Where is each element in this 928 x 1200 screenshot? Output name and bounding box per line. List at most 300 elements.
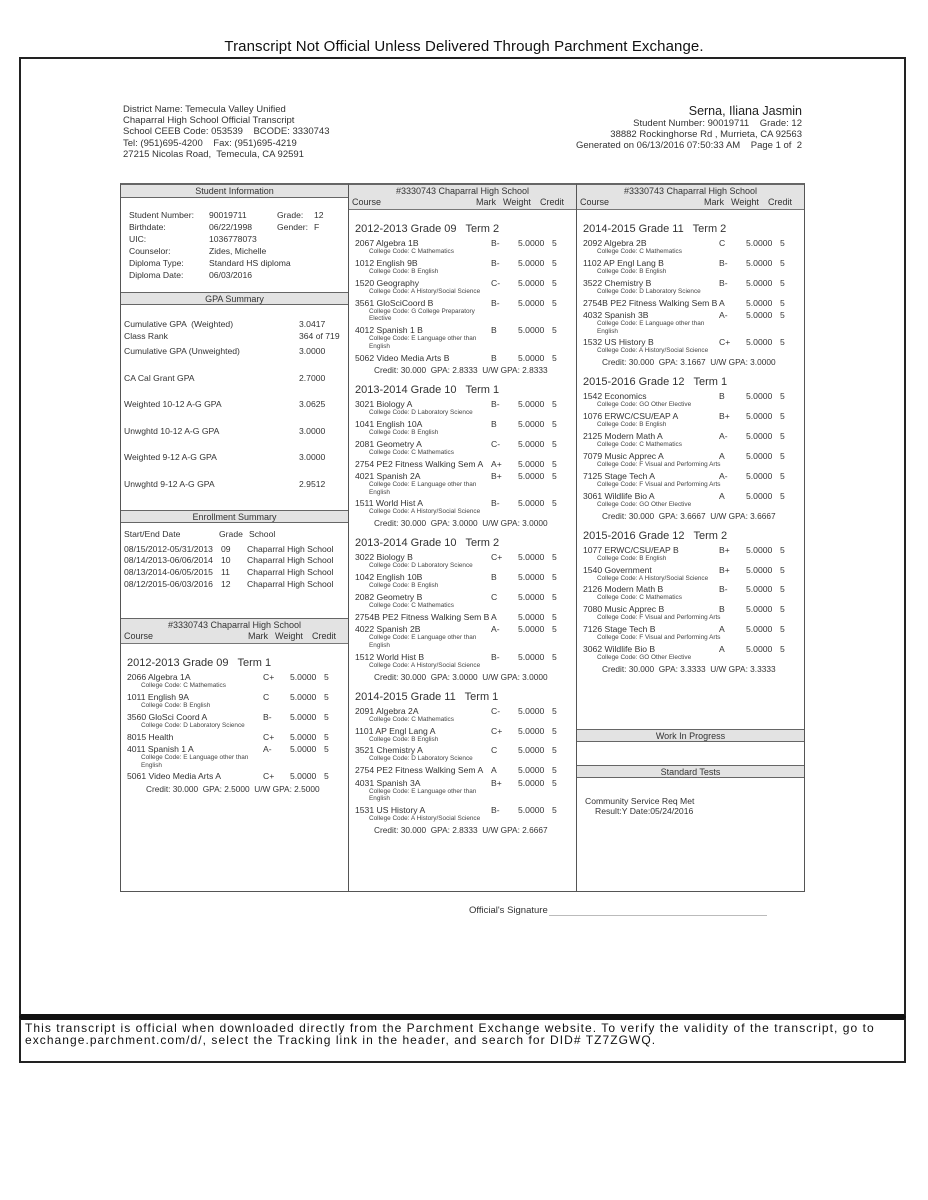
course-name: 4032 Spanish 3B — [583, 309, 649, 320]
enrollment-row — [124, 579, 348, 591]
course-mark: C+ — [719, 337, 731, 348]
course-line — [355, 238, 576, 248]
course-name: 1540 Government — [583, 564, 652, 575]
term-summary: Credit: 30.000 GPA: 3.1667 U/W GPA: 3.0000 — [602, 357, 776, 368]
course-line — [583, 604, 804, 614]
course-credit: 5 — [552, 238, 557, 248]
gpa-row — [124, 319, 348, 331]
course-weight: 5.0000 — [518, 325, 545, 336]
course-line — [355, 572, 576, 582]
term-summary: Credit: 30.000 GPA: 2.8333 U/W GPA: 2.6667 — [374, 824, 548, 835]
college-code: College Code: B English — [369, 582, 439, 590]
district-name: District Name: Temecula Valley Unified — [123, 104, 286, 115]
course-name: 3521 Chemistry A — [355, 745, 423, 756]
course-columns — [349, 197, 576, 209]
standard-tests-header: Standard Tests — [577, 765, 804, 778]
course-row — [583, 471, 804, 489]
college-code: College Code: G College Preparatory Elective — [369, 307, 475, 323]
course-mark: A — [719, 490, 725, 501]
info-key2: Gender: — [277, 222, 309, 232]
course-row — [355, 298, 576, 323]
course-mark: B — [491, 352, 497, 363]
college-code: College Code: F Visual and Performing Arts — [597, 461, 721, 469]
course-credit: 5 — [780, 238, 785, 248]
course-credit: 5 — [324, 743, 329, 754]
term-title: 2014-2015 Grade 11 Term 1 — [355, 690, 499, 703]
course-weight: 5.0000 — [518, 352, 545, 363]
college-code: College Code: E Language other than English — [369, 480, 477, 496]
gpa-row — [124, 426, 348, 438]
col-course: Course — [352, 197, 382, 207]
course-table-header — [349, 185, 576, 210]
info-value: 90019711 — [209, 210, 247, 220]
term-title: 2014-2015 Grade 11 Term 2 — [583, 223, 727, 235]
info-key: UIC: — [129, 234, 147, 244]
student-address: 38882 Rockinghorse Rd , Murrieta, CA 92563 — [610, 129, 802, 141]
course-mark: C- — [491, 277, 501, 288]
term-title: 2012-2013 Grade 09 Term 2 — [355, 223, 500, 235]
course-row — [355, 706, 576, 724]
course-credit: 5 — [780, 544, 785, 555]
enrollment-school: Chaparral High School — [247, 567, 334, 578]
enrollment-summary-header: Enrollment Summary — [121, 510, 348, 523]
course-weight: 5.0000 — [518, 592, 545, 603]
course-line — [127, 771, 348, 781]
college-code: College Code: A History/Social Science — [369, 287, 481, 295]
enrollment-row — [124, 567, 348, 579]
column-left — [120, 183, 349, 892]
course-credit: 5 — [552, 398, 557, 409]
course-mark: B+ — [491, 470, 502, 481]
course-mark: C — [491, 592, 498, 603]
term-block — [349, 537, 576, 681]
course-row — [127, 744, 348, 769]
school-phone: Tel: (951)695-4200 Fax: (951)695-4219 — [123, 137, 297, 149]
course-weight: 5.0000 — [518, 765, 545, 776]
course-school-name: #3330743 Chaparral High School — [167, 620, 302, 630]
course-line — [583, 545, 804, 555]
gpa-label: Class Rank — [124, 330, 168, 341]
course-name: 4011 Spanish 1 A — [127, 743, 194, 754]
course-name: 1511 World Hist A — [355, 498, 423, 509]
course-weight: 5.0000 — [746, 257, 773, 268]
course-line — [355, 624, 576, 634]
course-row — [583, 491, 804, 509]
course-line — [583, 491, 804, 501]
course-line — [583, 584, 804, 594]
course-row — [583, 278, 804, 296]
course-line — [355, 399, 576, 409]
enrollment-date: 08/13/2014-06/05/2015 — [124, 567, 213, 578]
course-row — [355, 459, 576, 469]
course-weight: 5.0000 — [518, 705, 545, 716]
enrollment-grade: 10 — [221, 555, 231, 566]
college-code: College Code: GO Other Elective — [597, 401, 692, 409]
course-credit: 5 — [324, 771, 329, 782]
info-row — [129, 221, 348, 233]
signature-area — [469, 905, 767, 916]
enrollment-grade: 09 — [221, 543, 231, 554]
info-row — [129, 269, 348, 281]
enrollment-col-date: Start/End Date — [124, 529, 181, 539]
test-result: Result:Y Date:05/24/2016 — [595, 806, 694, 816]
course-row — [127, 771, 348, 781]
course-row — [355, 612, 576, 622]
course-mark: B- — [491, 398, 500, 409]
enrollment-school: Chaparral High School — [247, 578, 334, 589]
course-credit: 5 — [324, 672, 329, 682]
info-key: Diploma Date: — [129, 270, 184, 280]
course-name: 2066 Algebra 1A — [127, 672, 191, 682]
course-line — [583, 238, 804, 248]
college-code: College Code: A History/Social Science — [369, 661, 481, 669]
term-title: 2012-2013 Grade 09 Term 1 — [127, 657, 272, 669]
course-name: 1532 US History B — [583, 337, 654, 348]
course-weight: 5.0000 — [746, 490, 773, 501]
course-weight: 5.0000 — [518, 611, 545, 622]
course-name: 1077 ERWC/CSU/EAP B — [583, 544, 679, 555]
course-weight: 5.0000 — [746, 544, 773, 555]
course-weight: 5.0000 — [746, 604, 773, 615]
course-mark: C- — [491, 438, 501, 449]
course-line — [583, 337, 804, 347]
course-weight: 5.0000 — [746, 238, 773, 248]
course-mark: C+ — [491, 725, 503, 736]
course-credit: 5 — [780, 451, 785, 462]
course-name: 2081 Geometry A — [355, 438, 422, 449]
course-mark: A- — [719, 470, 728, 481]
course-credit: 5 — [780, 391, 785, 402]
course-name: 5061 Video Media Arts A — [127, 771, 221, 782]
signature-label: Official's Signature — [469, 905, 548, 916]
course-weight: 5.0000 — [518, 277, 545, 288]
course-name: 2082 Geometry B — [355, 592, 423, 603]
course-row — [583, 451, 804, 469]
course-name: 4031 Spanish 3A — [355, 777, 421, 788]
enrollment-header-row — [124, 529, 348, 541]
col-course: Course — [580, 197, 610, 207]
course-line — [355, 706, 576, 716]
course-credit: 5 — [552, 805, 557, 816]
col-weight: Weight — [503, 197, 531, 207]
signature-line — [549, 906, 767, 916]
course-line — [583, 565, 804, 575]
college-code: College Code: B English — [369, 267, 439, 275]
course-table-header — [121, 618, 348, 644]
gpa-summary-header: GPA Summary — [121, 292, 348, 305]
course-line — [355, 726, 576, 736]
course-row — [583, 258, 804, 276]
gpa-row — [124, 373, 348, 385]
info-row — [129, 257, 348, 269]
course-line — [583, 644, 804, 654]
course-name: 4022 Spanish 2B — [355, 624, 421, 635]
course-mark: A- — [491, 624, 500, 635]
course-line — [127, 732, 348, 742]
course-credit: 5 — [324, 731, 329, 742]
info-value: Standard HS diploma — [209, 258, 291, 268]
course-mark: B- — [491, 257, 500, 268]
gpa-summary — [121, 305, 348, 510]
college-code: College Code: C Mathematics — [597, 594, 682, 602]
terms-col2 — [349, 223, 576, 835]
course-weight: 5.0000 — [518, 398, 545, 409]
course-mark: B — [491, 572, 497, 583]
enrollment-row — [124, 544, 348, 556]
course-weight: 5.0000 — [290, 743, 317, 754]
course-name: 3022 Biology B — [355, 552, 413, 563]
course-mark: A- — [263, 743, 272, 754]
term-title: 2015-2016 Grade 12 Term 2 — [583, 529, 728, 542]
enrollment-date: 08/12/2015-06/03/2016 — [124, 578, 213, 589]
info-row — [129, 245, 348, 257]
term-block — [349, 223, 576, 375]
course-credit: 5 — [780, 297, 785, 308]
course-name: 1041 English 10A — [355, 418, 423, 429]
course-name: 1531 US History A — [355, 805, 426, 816]
course-line — [355, 765, 576, 775]
gpa-label: Weighted 10-12 A-G GPA — [124, 399, 222, 409]
gpa-value: 3.0000 — [299, 452, 326, 462]
enrollment-summary — [121, 523, 348, 618]
course-name: 7125 Stage Tech A — [583, 470, 655, 481]
course-name: 3561 GloSciCoord B — [355, 297, 434, 308]
course-name: 7079 Music Apprec A — [583, 451, 664, 462]
course-row — [355, 745, 576, 763]
course-line — [583, 278, 804, 288]
course-name: 4012 Spanish 1 B — [355, 325, 423, 336]
course-row — [127, 672, 348, 690]
course-weight: 5.0000 — [518, 297, 545, 308]
column-right — [576, 183, 805, 892]
gpa-value: 364 of 719 — [299, 330, 340, 341]
work-in-progress-header: Work In Progress — [577, 729, 804, 742]
course-credit: 5 — [552, 352, 557, 363]
course-weight: 5.0000 — [746, 277, 773, 288]
course-mark: B- — [491, 238, 500, 248]
course-mark: A — [491, 765, 497, 776]
course-weight: 5.0000 — [290, 672, 317, 682]
term-summary: Credit: 30.000 GPA: 3.0000 U/W GPA: 3.0000 — [374, 518, 548, 529]
course-weight: 5.0000 — [518, 238, 545, 248]
course-school-name: #3330743 Chaparral High School — [623, 186, 758, 196]
course-weight: 5.0000 — [518, 777, 545, 788]
college-code: College Code: A History/Social Science — [369, 815, 481, 823]
course-credit: 5 — [780, 337, 785, 348]
college-code: College Code: C Mathematics — [369, 602, 454, 610]
lower-sections — [577, 729, 804, 816]
course-table-header — [577, 185, 804, 210]
college-code: College Code: A History/Social Science — [597, 574, 709, 582]
unofficial-notice: Transcript Not Official Unless Delivered Through Parchment Exchange. — [224, 38, 704, 55]
course-row — [355, 652, 576, 670]
course-credit: 5 — [780, 470, 785, 481]
course-weight: 5.0000 — [290, 771, 317, 782]
course-mark: B — [719, 391, 725, 402]
course-row — [355, 592, 576, 610]
course-row — [127, 732, 348, 742]
course-row — [355, 778, 576, 803]
course-weight: 5.0000 — [746, 584, 773, 595]
course-line — [127, 712, 348, 722]
course-name: 3061 Wildlife Bio A — [583, 490, 655, 501]
course-mark: A — [719, 451, 725, 462]
course-row — [583, 604, 804, 622]
term-block — [577, 530, 804, 674]
course-name: 1012 English 9B — [355, 257, 418, 268]
enrollment-school: Chaparral High School — [247, 543, 334, 554]
course-mark: A — [719, 624, 725, 635]
gpa-label: Weighted 9-12 A-G GPA — [124, 452, 217, 462]
course-credit: 5 — [552, 705, 557, 716]
course-line — [355, 745, 576, 755]
college-code: College Code: C Mathematics — [369, 448, 454, 456]
course-credit: 5 — [780, 309, 785, 320]
course-mark: A — [719, 297, 725, 308]
college-code: College Code: C Mathematics — [597, 441, 682, 449]
course-credit: 5 — [552, 418, 557, 429]
course-mark: B- — [491, 297, 500, 308]
course-weight: 5.0000 — [518, 552, 545, 563]
course-name: 2754 PE2 Fitness Walking Sem A — [355, 458, 484, 469]
enrollment-grade: 12 — [221, 578, 231, 589]
course-mark: B — [719, 604, 725, 615]
course-line — [583, 624, 804, 634]
info-value: 06/03/2016 — [209, 270, 253, 280]
student-header — [576, 104, 802, 152]
gpa-value: 2.9512 — [299, 478, 326, 489]
course-weight: 5.0000 — [518, 624, 545, 635]
course-line — [355, 258, 576, 268]
course-line — [583, 431, 804, 441]
course-name: 2125 Modern Math A — [583, 431, 663, 442]
course-row — [355, 805, 576, 823]
college-code: College Code: D Laboratory Science — [369, 562, 473, 570]
course-row — [355, 498, 576, 516]
course-line — [583, 258, 804, 268]
term-title: 2013-2014 Grade 10 Term 2 — [355, 537, 500, 550]
test-name: Community Service Req Met — [585, 796, 695, 806]
course-weight: 5.0000 — [518, 651, 545, 662]
college-code: College Code: C Mathematics — [369, 715, 454, 723]
col-mark: Mark — [704, 197, 724, 207]
course-credit: 5 — [552, 552, 557, 563]
enrollment-date: 08/15/2012-05/31/2013 — [124, 543, 213, 554]
course-mark: C — [491, 745, 498, 756]
col-credit: Credit — [768, 197, 793, 207]
course-line — [583, 391, 804, 401]
course-mark: A — [491, 611, 497, 622]
course-name: 1102 AP Engl Lang B — [583, 257, 664, 268]
college-code: College Code: B English — [369, 428, 439, 436]
course-row — [355, 325, 576, 350]
course-mark: C+ — [263, 672, 275, 682]
course-weight: 5.0000 — [290, 711, 317, 722]
col-weight: Weight — [275, 631, 303, 641]
gpa-label: Cumulative GPA (Unweighted) — [124, 346, 240, 356]
course-name: 1101 AP Engl Lang A — [355, 725, 436, 736]
student-info-table — [121, 198, 348, 292]
course-weight: 5.0000 — [746, 309, 773, 320]
course-line — [355, 439, 576, 449]
term-block — [349, 384, 576, 528]
gpa-value: 2.7000 — [299, 372, 326, 383]
course-mark: B- — [491, 805, 500, 816]
work-in-progress-body — [577, 742, 804, 765]
course-line — [355, 459, 576, 469]
college-code: College Code: E Language other than English — [369, 787, 477, 803]
school-address: 27215 Nicolas Road, Temecula, CA 92591 — [123, 148, 304, 160]
course-weight: 5.0000 — [518, 257, 545, 268]
college-code: College Code: GO Other Elective — [597, 500, 692, 508]
college-code: College Code: F Visual and Performing Arts — [597, 614, 721, 622]
course-line — [355, 471, 576, 481]
course-name: 2126 Modern Math B — [583, 584, 664, 595]
course-line — [355, 612, 576, 622]
course-line — [355, 325, 576, 335]
column-middle — [348, 183, 577, 892]
course-row — [127, 712, 348, 730]
course-row — [355, 399, 576, 417]
course-mark: A- — [719, 431, 728, 442]
course-line — [355, 419, 576, 429]
course-row — [583, 545, 804, 563]
course-weight: 5.0000 — [518, 498, 545, 509]
gpa-value: 3.0417 — [299, 319, 326, 329]
course-mark: A — [719, 644, 725, 655]
course-credit: 5 — [780, 431, 785, 442]
enrollment-date: 08/14/2013-06/06/2014 — [124, 555, 213, 566]
course-row — [583, 391, 804, 409]
course-row — [583, 431, 804, 449]
college-code: College Code: B English — [597, 421, 667, 429]
course-line — [355, 652, 576, 662]
standard-tests-body — [577, 778, 804, 816]
course-mark: C+ — [263, 771, 275, 782]
info-value: Zides, Michelle — [209, 246, 267, 256]
college-code: College Code: E Language other than English — [597, 319, 705, 335]
course-line — [583, 310, 804, 320]
course-line — [355, 498, 576, 508]
course-mark: C+ — [263, 731, 275, 742]
transcript-title: Chaparral High School Official Transcript — [123, 115, 295, 127]
term-title: 2013-2014 Grade 10 Term 1 — [355, 383, 500, 396]
gpa-row — [124, 331, 348, 343]
college-code: College Code: D Laboratory Science — [369, 755, 473, 763]
enrollment-grade: 11 — [221, 567, 230, 578]
course-line — [355, 592, 576, 602]
enrollment-school: Chaparral High School — [247, 555, 334, 566]
course-weight: 5.0000 — [290, 691, 317, 702]
course-row — [583, 411, 804, 429]
course-credit: 5 — [552, 458, 557, 469]
course-row — [127, 692, 348, 710]
term-summary: Credit: 30.000 GPA: 3.0000 U/W GPA: 3.0000 — [374, 671, 548, 682]
course-mark: B- — [719, 584, 728, 595]
course-row — [355, 471, 576, 496]
college-code: College Code: F Visual and Performing Arts — [597, 480, 721, 488]
course-line — [583, 298, 804, 308]
course-mark: C — [719, 238, 726, 248]
college-code: College Code: A History/Social Science — [597, 347, 709, 355]
term-summary: Credit: 30.000 GPA: 3.6667 U/W GPA: 3.6667 — [602, 510, 776, 521]
terms-col1 — [121, 657, 348, 794]
course-mark: A+ — [491, 458, 502, 469]
course-line — [355, 298, 576, 308]
course-weight: 5.0000 — [746, 431, 773, 442]
gpa-value: 3.0000 — [299, 346, 326, 356]
course-mark: B- — [491, 498, 500, 509]
